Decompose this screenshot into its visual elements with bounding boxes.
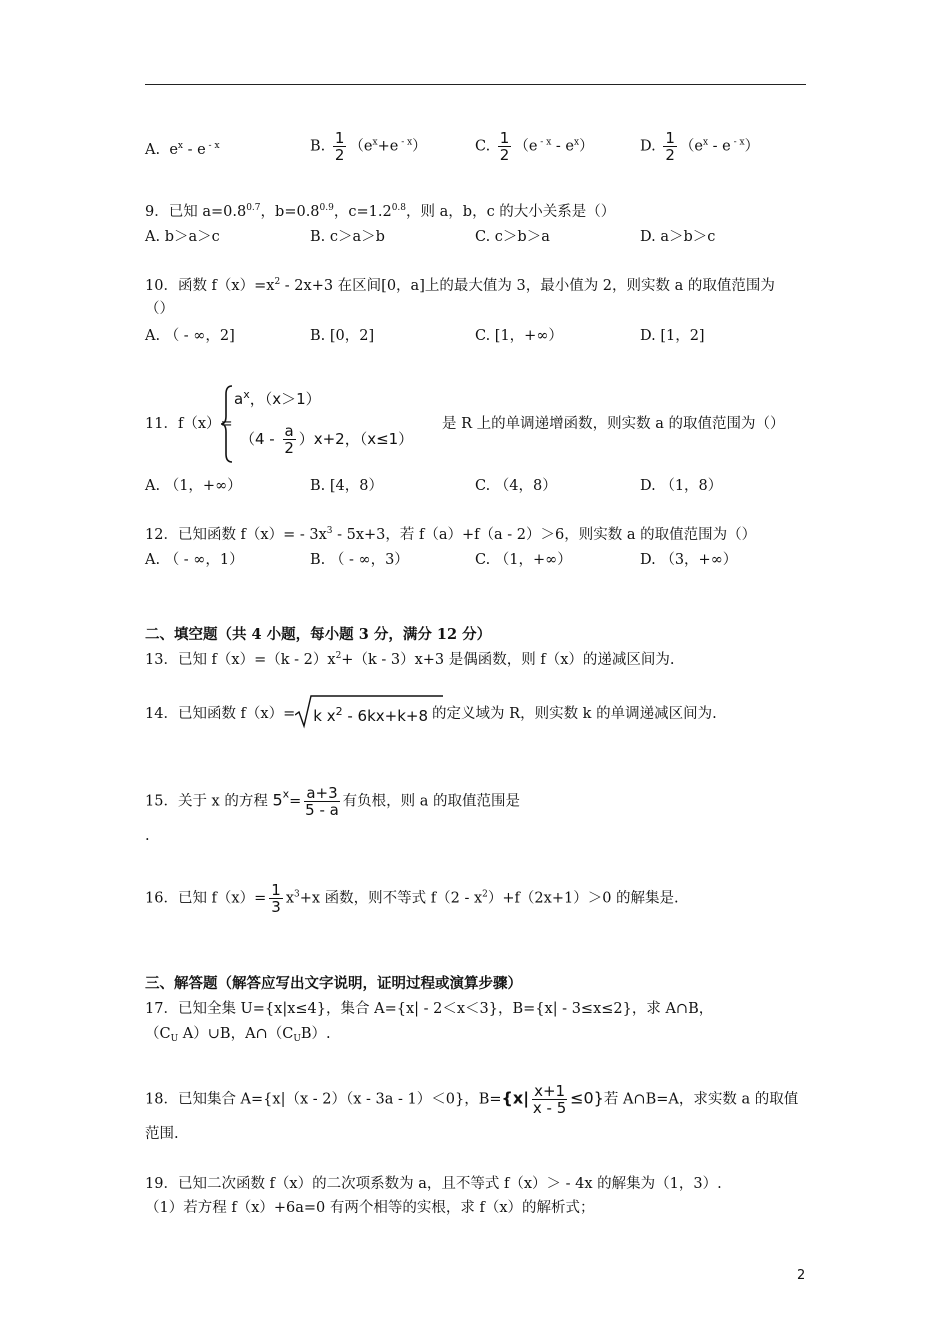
q10-option-d: D. [1，2] — [640, 328, 705, 344]
header-rule — [145, 84, 806, 85]
q15: 15．关于 x 的方程 $5^x=$ $\frac{a+3}{5 - a}$ 有负根，则 a 的取值范围是 — [145, 784, 521, 819]
radical-sign-icon — [295, 695, 445, 729]
fraction: $\frac{x+1}{x - 5}$ — [532, 1082, 567, 1117]
q8-option-b: B. $\frac{1}{2}$ （$e^x+e$ $^{- x}$） — [310, 129, 427, 164]
q18-line-2: 范围. — [145, 1126, 179, 1142]
q13: 13．已知 $f(x)=(k - 2)x^2+(k - 3)x+3$ 是偶函数，则 f（x）的递减区间为. — [145, 651, 675, 668]
q9-option-b: B. c＞a＞b — [310, 229, 385, 245]
q9-option-a: A. b＞a＞c — [145, 229, 220, 245]
q10-option-b: B. [0，2] — [310, 328, 375, 344]
q9-option-c: C. c＞b＞a — [475, 229, 550, 245]
q9-stem: 9．已知 $a=0.8^{0.7}$，$b=0.8^{0.9}$，$c=1.2^{0.8}$，则 a，b，c 的大小关系是（） — [145, 203, 616, 220]
q19-line-2: （1）若方程 f（x）+6a=0 有两个相等的实根，求 f（x）的解析式； — [145, 1200, 595, 1216]
q9-option-d: D. a＞b＞c — [640, 229, 716, 245]
fraction: $\frac{1}{2}$ — [334, 129, 345, 164]
q10-option-a: A. （ - ∞，2] — [145, 328, 235, 344]
q11-option-b: B. [4，8） — [310, 478, 383, 494]
q19-line-1: 19．已知二次函数 f（x）的二次项系数为 a，且不等式 f（x）＞ - 4x 的解集为（1，3）. — [145, 1176, 722, 1192]
q10-option-c: C. [1，+∞） — [475, 328, 563, 344]
q8-option-d: D. $\frac{1}{2}$ （$e^x$ - e $^{- x}$） — [640, 129, 760, 164]
fraction: $\frac{a}{2}$ — [284, 422, 294, 457]
q16: 16．已知 f（x）= $\frac{1}{3}$ $x^3+x$ 函数，则不等式 $f(2 - x^2)+f(2x+1)>0$ 的解集是. — [145, 881, 679, 916]
page-number: 2 — [797, 1268, 806, 1283]
q11-stem-lead: 11．f（x）= — [145, 416, 233, 432]
q12-option-a: A. （ - ∞，1） — [145, 552, 244, 568]
q12-option-b: B. （ - ∞，3） — [310, 552, 409, 568]
fraction: $\frac{1}{2}$ — [665, 129, 675, 164]
fraction: $\frac{1}{2}$ — [499, 129, 510, 164]
q10-stem: 10．函数 $f(x)=x^2 - 2x+3$ 在区间[0，a]上的最大值为 3，最小值为 2，则实数 a 的取值范围为 — [145, 277, 775, 294]
q11-piece-1: $a^x$，（x＞1） — [234, 388, 321, 408]
q11-option-d: D. （1，8） — [640, 478, 723, 494]
q17-line-2: （$C_U$ A）∪B，$A\cap(C_UB)$. — [145, 1026, 331, 1044]
q11-option-a: A. （1，+∞） — [145, 478, 242, 494]
q8-option-a: A. $e^x$ - e $^{- x}$ — [145, 141, 220, 158]
square-root: k $x^2 - 6kx+k+8$ — [295, 702, 432, 726]
section-2-heading: 二、填空题（共 4 小题，每小题 3 分，满分 12 分） — [145, 626, 492, 643]
fraction: $\frac{1}{3}$ — [271, 881, 281, 916]
section-3-heading: 三、解答题（解答应写出文字说明，证明过程或演算步骤） — [145, 975, 522, 992]
left-brace — [220, 384, 234, 464]
q11-piece-2: （4 - $\frac{a}{2}$ ）x+2，（x≤1） — [240, 422, 414, 457]
q11-option-c: C. （4，8） — [475, 478, 557, 494]
fraction: $\frac{a+3}{5 - a}$ — [305, 784, 339, 819]
q12-stem: 12．已知函数 $f(x)= - 3x^3 - 5x+3$，若 f（a）+f（a - 2）＞6，则实数 a 的取值范围为（） — [145, 526, 757, 543]
q15-dot: . — [145, 828, 150, 844]
q12-option-d: D. （3，+∞） — [640, 552, 738, 568]
q8-option-c: C. $\frac{1}{2}$ （e $^{- x} - e^x$） — [475, 129, 594, 164]
q17-line-1: 17．已知全集 U={x|x≤4}，集合 A={x| - 2＜x＜3}，B={x| - 3≤x≤2}，求 A∩B， — [145, 1001, 714, 1017]
q12-option-c: C. （1，+∞） — [475, 552, 572, 568]
q10-stem-cont: （） — [145, 301, 174, 317]
q11-stem-tail: 是 R 上的单调递增函数，则实数 a 的取值范围为（） — [442, 416, 785, 432]
q18-line-1: 18．已知集合 A={x|（x - 2）（x - 3a - 1）＜0}，B={x| $\frac{x+1}{x - 5}$ ≤0}若 A∩B=A，求实数 a 的取值 — [145, 1082, 799, 1117]
q14: 14．已知函数 f（x）= k $x^2 - 6kx+k+8$ 的定义域为 R，则实数 k 的单调递减区间为. — [145, 702, 717, 726]
